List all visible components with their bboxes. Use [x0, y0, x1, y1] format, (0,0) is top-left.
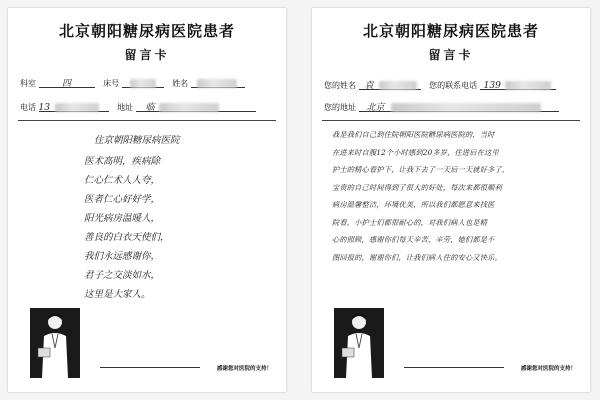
form-row-name-contact — [324, 78, 580, 94]
signature-line — [404, 367, 504, 368]
message-line: 在进来时自腹12个小时感到20多岁，住进后在这里 — [332, 147, 499, 157]
name-field[interactable] — [359, 78, 421, 90]
redacted-name — [197, 79, 237, 88]
address-field[interactable] — [136, 100, 256, 112]
message-line: 图回报的，谢谢你们，让我们病人住的安心又快乐。 — [332, 252, 502, 262]
department-label: 科室 — [20, 79, 36, 88]
message-line: 阳光病房温暖人， — [84, 213, 161, 224]
phone-label: 电话 — [20, 103, 36, 112]
form-row-phone — [20, 100, 276, 116]
form-row-address — [324, 100, 580, 116]
thanks-note: 感谢您对医院的支持！ — [520, 366, 576, 372]
handwritten-message — [332, 126, 578, 266]
name-label: 姓名 — [172, 79, 189, 88]
hospital-name: 北京朝阳糖尿病医院患者 — [58, 22, 235, 40]
contact-value: 139 — [483, 81, 501, 91]
message-line: 宝贵的自己时间得到了很大的好处，每次来都很顺利 — [332, 182, 502, 192]
message-line: 这里是大家人。 — [84, 289, 151, 300]
handwritten-message — [74, 132, 244, 308]
address-field[interactable] — [359, 100, 559, 112]
message-line: 护士的精心看护下，让我下去了一天后一天就好多了， — [332, 165, 510, 174]
contact-field[interactable] — [480, 78, 556, 90]
bed-field[interactable] — [122, 76, 164, 88]
card-title: 留言卡 — [428, 48, 474, 62]
redacted-bed — [130, 79, 156, 88]
message-line: 病房温馨整洁，环境优美，所以我们都愿意来找医 — [332, 200, 495, 209]
address-label: 地址 — [117, 103, 134, 112]
header-divider — [322, 120, 580, 121]
address-label: 您的地址 — [324, 103, 356, 112]
department-value: 四 — [62, 79, 72, 89]
redacted-address — [391, 103, 541, 112]
message-line: 我们永远感谢你， — [84, 251, 161, 262]
department-field[interactable] — [39, 76, 95, 88]
signature-line — [100, 367, 200, 368]
address-value: 临 — [145, 103, 155, 113]
doctor-illustration — [334, 308, 384, 378]
message-card-left — [8, 8, 286, 392]
message-line: 医术高明，疾病除 — [84, 156, 161, 167]
redacted-name — [379, 81, 417, 90]
form-row-department — [20, 76, 276, 92]
name-field[interactable] — [191, 76, 245, 88]
message-line: 善良的白衣天使们， — [84, 232, 170, 243]
address-value: 北京 — [366, 103, 385, 113]
phone-field[interactable] — [39, 100, 109, 112]
message-line: 医者仁心好好学， — [84, 194, 161, 205]
message-heading: 住京朝阳糖尿病医院 — [94, 135, 180, 146]
message-line: 我是我们自己到住院朝阳医院糖尿病医院的，当时 — [332, 130, 495, 139]
hospital-name: 北京朝阳糖尿病医院患者 — [362, 22, 539, 40]
thanks-note: 感谢您对医院的支持！ — [216, 366, 272, 372]
doctor-illustration — [30, 308, 80, 378]
message-line: 君子之交淡如水， — [84, 270, 161, 281]
message-line: 仁心仁术人人夸， — [84, 175, 161, 186]
phone-value: 13 — [38, 103, 50, 113]
redacted-address — [159, 103, 219, 112]
redacted-contact — [505, 81, 551, 90]
message-line: 心的照顾，感谢你们每天辛苦，辛劳，她们都是不 — [332, 235, 495, 244]
message-card-right — [312, 8, 590, 392]
bed-label: 床号 — [103, 79, 120, 88]
message-line: 院看，小护士们都很耐心的，对我们病人也是精 — [332, 217, 488, 227]
contact-label: 您的联系电话 — [429, 81, 478, 90]
name-label: 您的姓名 — [324, 81, 356, 90]
name-value: 袁 — [364, 81, 374, 91]
redacted-phone — [55, 103, 99, 112]
header-divider — [18, 120, 276, 121]
card-title: 留言卡 — [124, 48, 170, 62]
